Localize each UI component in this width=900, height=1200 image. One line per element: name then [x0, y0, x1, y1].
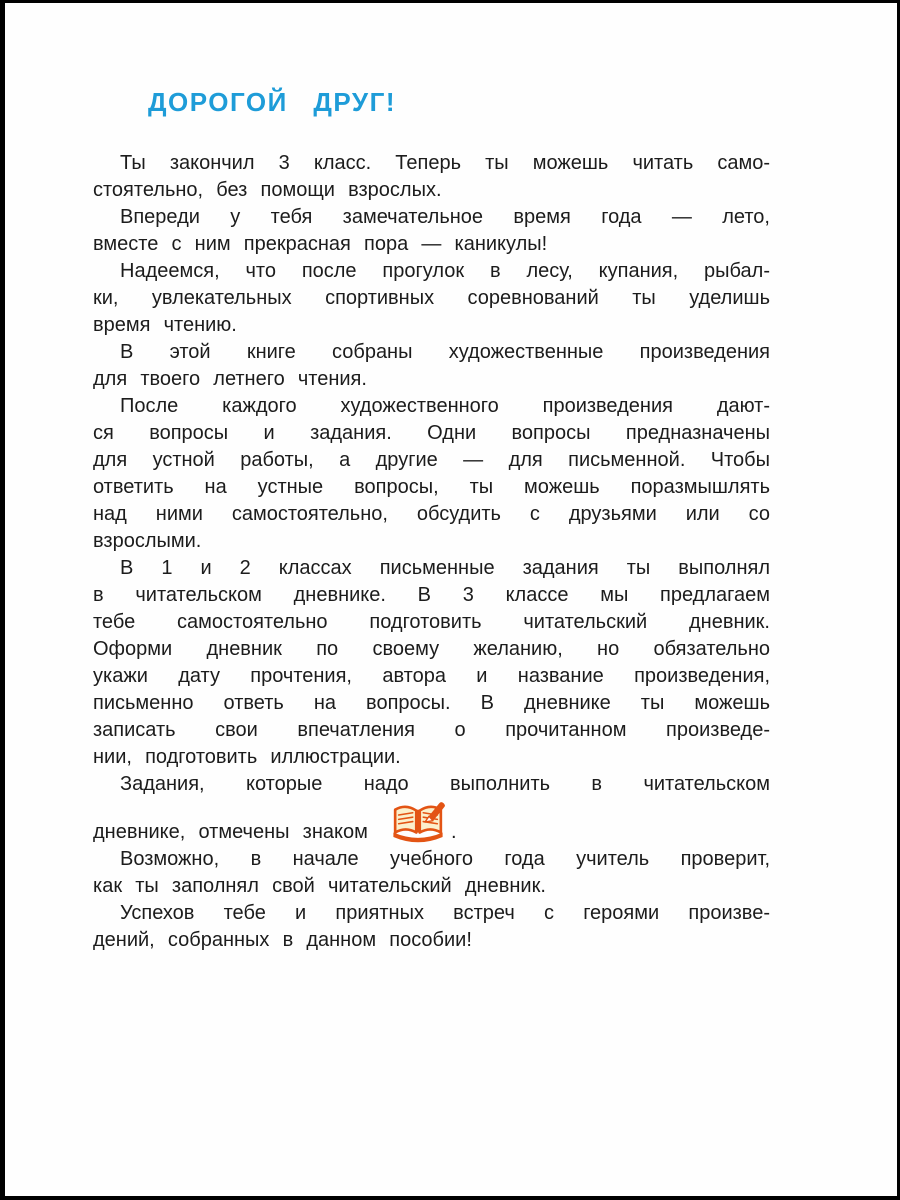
text-line: над ними самостоятельно, обсудить с друзьями или со	[93, 503, 770, 525]
text-line: После каждого художественного произведения дают-	[120, 395, 770, 417]
text-before-icon: дневнике, отмечены знаком	[93, 821, 382, 843]
text-line: в читательском дневнике. В 3 классе мы предлагаем	[93, 584, 770, 606]
text-line: нии, подготовить иллюстрации.	[93, 746, 401, 768]
reading-diary-icon	[389, 798, 447, 846]
text-line: взрослыми.	[93, 530, 202, 552]
text-line: тебе самостоятельно подготовить читательский дневник.	[93, 611, 770, 633]
book-base	[393, 833, 442, 843]
text-line: для устной работы, а другие — для письменной. Чтобы	[93, 449, 770, 471]
text-line: Впереди у тебя замечательное время года — лето,	[120, 206, 770, 228]
text-line: ки, увлекательных спортивных соревнований ты уделишь	[93, 287, 770, 309]
page-content	[5, 3, 897, 954]
text-line: укажи дату прочтения, автора и название произведения,	[93, 665, 770, 687]
text-line: Оформи дневник по своему желанию, но обязательно	[93, 638, 770, 660]
text-line: Надеемся, что после прогулок в лесу, купания, рыбал-	[120, 260, 770, 282]
text-line: ся вопросы и задания. Одни вопросы предназначены	[93, 422, 770, 444]
text-line: ответить на устные вопросы, ты можешь поразмышлять	[93, 476, 770, 498]
text-line: Ты закончил 3 класс. Теперь ты можешь читать само-	[120, 152, 770, 174]
text-line: Возможно, в начале учебного года учитель проверит,	[120, 848, 770, 870]
text-line: как ты заполнял свой читательский дневник.	[93, 875, 546, 897]
text-line: для твоего летнего чтения.	[93, 368, 367, 390]
text-line: Задания, которые надо выполнить в читательском	[120, 773, 770, 795]
text-line: дений, собранных в данном пособии!	[93, 929, 472, 951]
text-line: время чтению.	[93, 314, 237, 336]
text-line: стоятельно, без помощи взрослых.	[93, 179, 442, 201]
text-after-icon: .	[451, 821, 457, 843]
text-block	[93, 150, 770, 954]
text-line: В этой книге собраны художественные произведения	[120, 341, 770, 363]
text-line: письменно ответь на вопросы. В дневнике ты можешь	[93, 692, 770, 714]
page-title: ДОРОГОЙ ДРУГ!	[148, 87, 396, 117]
text-line: записать свои впечатления о прочитанном произведе-	[93, 719, 770, 741]
text-line: вместе с ним прекрасная пора — каникулы!	[93, 233, 548, 255]
text-line	[93, 798, 770, 846]
text-line: В 1 и 2 классах письменные задания ты выполнял	[120, 557, 770, 579]
text-line: Успехов тебе и приятных встреч с героями произве-	[120, 902, 770, 924]
